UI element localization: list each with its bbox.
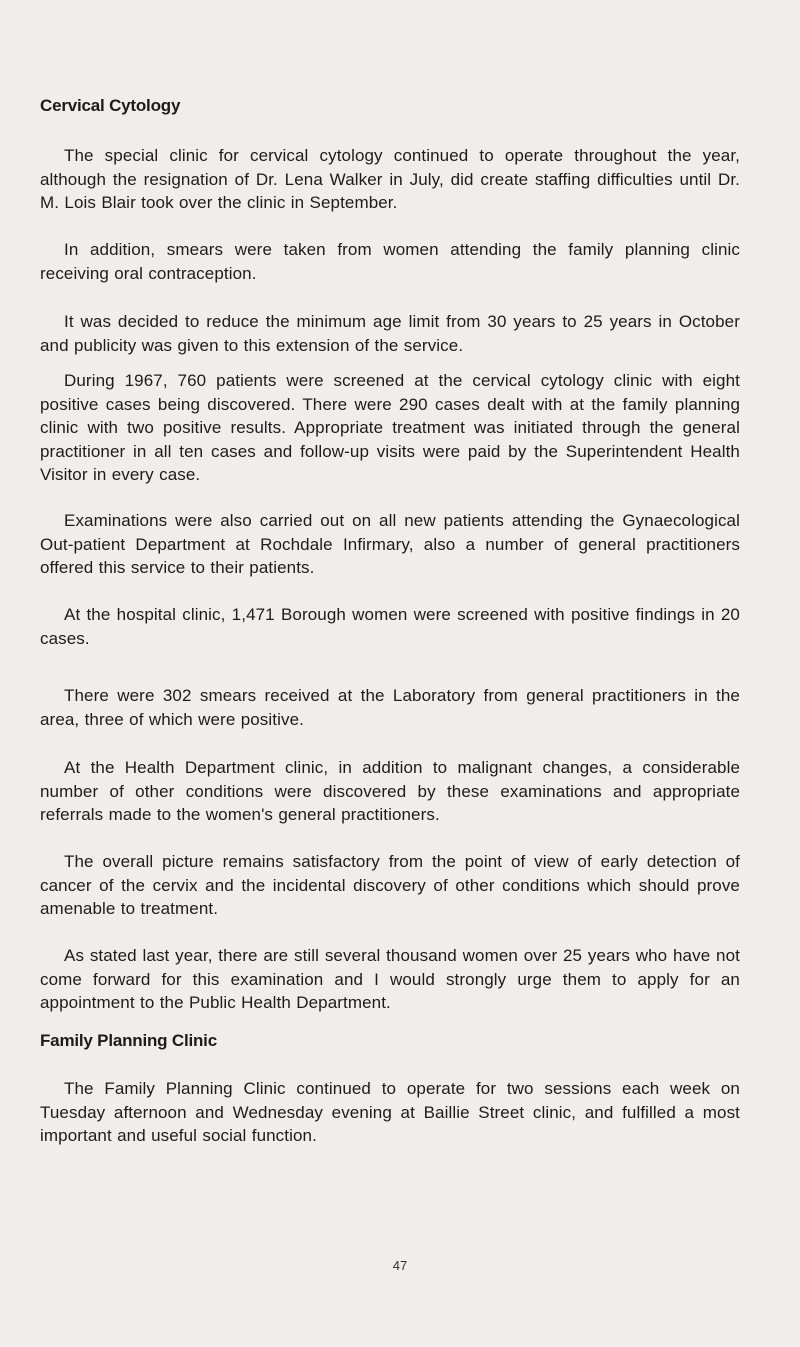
section-heading-family-planning: Family Planning Clinic bbox=[40, 1031, 217, 1050]
paragraph-hospital-clinic: At the hospital clinic, 1,471 Borough women were screened with positive findings in 20 cases. bbox=[40, 605, 740, 648]
page-number: 47 bbox=[392, 1258, 408, 1273]
section-heading-cervical-cytology: Cervical Cytology bbox=[40, 96, 181, 115]
paragraph-appeal-to-women: As stated last year, there are still several thousand women over 25 years who have not come forward for this examination and I would strongly urge them to apply for an appointment to the Public Health Department. bbox=[40, 946, 740, 1012]
paragraph-laboratory-smears: There were 302 smears received at the Laboratory from general practitioners in the area, three of which were positive. bbox=[40, 686, 740, 729]
paragraph-clinic-staffing: The special clinic for cervical cytology continued to operate throughout the year, although the resignation of Dr. Lena Walker in July, did create staffing difficulties until Dr. M. Lois Blair took over the clinic in September. bbox=[40, 146, 740, 212]
paragraph-family-planning-clinic: The Family Planning Clinic continued to operate for two sessions each week on Tuesday afternoon and Wednesday evening at Baillie Street clinic, and fulfilled a most important and useful social function. bbox=[40, 1079, 740, 1145]
paragraph-age-limit: It was decided to reduce the minimum age limit from 30 years to 25 years in October and publicity was given to this extension of the service. bbox=[40, 312, 740, 355]
paragraph-health-department-clinic: At the Health Department clinic, in addition to malignant changes, a considerable number of other conditions were discovered by these examinations and appropriate referrals made to the women's general practitioners. bbox=[40, 758, 740, 824]
paragraph-1967-screening: During 1967, 760 patients were screened at the cervical cytology clinic with eight positive cases being discovered. There were 290 cases dealt with at the family planning clinic with two positive results. Appropriate treatment was initiated through the general practitioner in all ten cases and follow-up visits were paid by the Superintendent Health Visitor in every case. bbox=[40, 371, 740, 484]
paragraph-gynaecological-examinations: Examinations were also carried out on all new patients attending the Gynaecological Out-patient Department at Rochdale Infirmary, also a number of general practitioners offered this service to their patients. bbox=[40, 511, 740, 577]
paragraph-overall-picture: The overall picture remains satisfactory from the point of view of early detection of cancer of the cervix and the incidental discovery of other conditions which should prove amenable to treatment. bbox=[40, 852, 740, 918]
paragraph-smears-family-planning: In addition, smears were taken from women attending the family planning clinic receiving oral contraception. bbox=[40, 240, 740, 283]
